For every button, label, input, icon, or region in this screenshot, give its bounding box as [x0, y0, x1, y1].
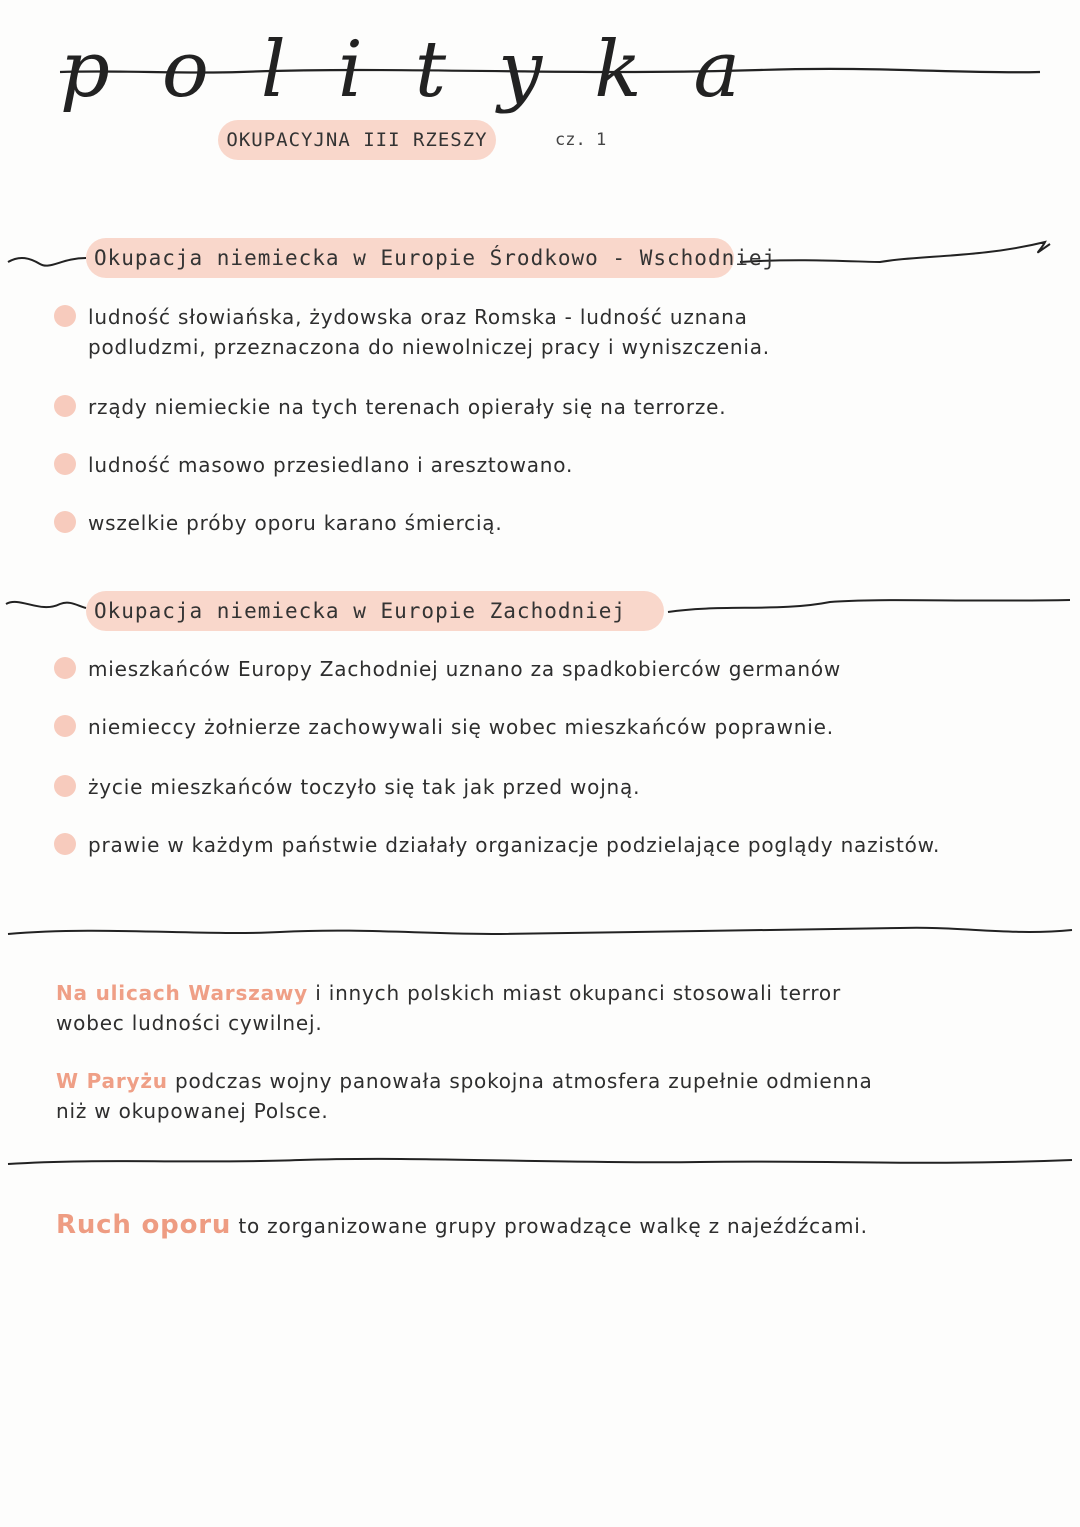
list-item: prawie w każdym państwie działały organizacje podzielające poglądy nazistów.: [88, 830, 948, 860]
list-item: wszelkie próby oporu karano śmiercią.: [88, 508, 988, 538]
divider-line-2: [8, 1159, 1072, 1164]
term-resistance: Ruch oporu: [56, 1210, 232, 1240]
part-label: cz. 1: [555, 130, 607, 150]
list-item: życie mieszkańców toczyło się tak jak przed wojną.: [88, 772, 988, 802]
bullet-dot-icon: [54, 715, 76, 737]
bullet-dot-icon: [54, 775, 76, 797]
list-item: mieszkańców Europy Zachodniej uznano za spadkobierców germanów: [88, 654, 988, 684]
section-heading-east: Okupacja niemiecka w Europie Środkowo - Wschodniej: [86, 238, 734, 278]
bullet-dot-icon: [54, 511, 76, 533]
bullet-dot-icon: [54, 453, 76, 475]
list-item: ludność masowo przesiedlano i aresztowano.: [88, 450, 988, 480]
resistance-definition: Ruch oporu to zorganizowane grupy prowadzące walkę z najeźdźcami.: [56, 1210, 868, 1240]
divider-line-1: [8, 928, 1072, 934]
heading1-swirl-left: [8, 258, 86, 266]
highlight-paris: W Paryżu: [56, 1069, 168, 1093]
heading2-swirl-left: [6, 602, 86, 608]
bullet-dot-icon: [54, 833, 76, 855]
list-item: ludność słowiańska, żydowska oraz Romska - ludność uznana podludzmi, przeznaczona do niewolniczej pracy i wyniszczenia.: [88, 302, 868, 362]
note-paris: W Paryżu podczas wojny panowała spokojna atmosfera zupełnie odmienna niż w okupowanej Polsce.: [56, 1069, 873, 1123]
list-item: rządy niemieckie na tych terenach opierały się na terrorze.: [88, 392, 988, 422]
list-item: niemieccy żołnierze zachowywali się wobec mieszkańców poprawnie.: [88, 712, 988, 742]
bullet-dot-icon: [54, 395, 76, 417]
bullet-dot-icon: [54, 305, 76, 327]
subtitle-badge: OKUPACYJNA III RZESZY: [218, 120, 496, 160]
section-heading-west: Okupacja niemiecka w Europie Zachodniej: [86, 591, 664, 631]
heading1-swirl-right: [740, 242, 1050, 262]
bullet-dot-icon: [54, 657, 76, 679]
note-warsaw: Na ulicach Warszawy i innych polskich miast okupanci stosowali terror wobec ludności cywilnej.: [56, 981, 841, 1035]
highlight-warsaw: Na ulicach Warszawy: [56, 981, 309, 1005]
heading2-swirl-right: [668, 600, 1070, 612]
page-title: polityka: [60, 25, 792, 115]
